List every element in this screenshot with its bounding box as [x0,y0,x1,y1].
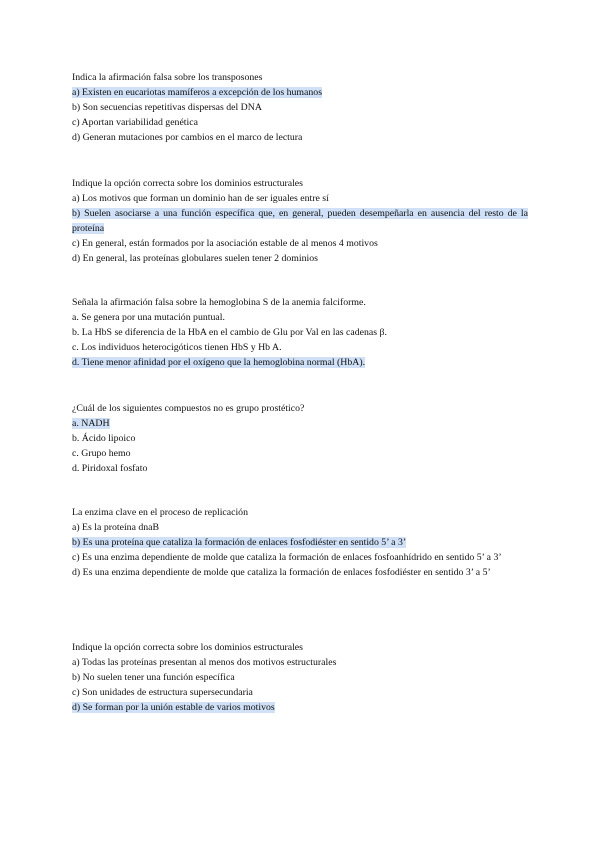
question-5 [72,505,528,580]
question-prompt: La enzima clave en el proceso de replicación [72,507,248,518]
option-a: a. Se genera por una mutación puntual. [72,312,225,323]
question-4 [72,401,528,476]
option-d: d) En general, las proteínas globulares suelen tener 2 dominios [72,253,318,264]
question-prompt: ¿Cuál de los siguientes compuestos no es grupo prostético? [72,403,305,414]
option-c: c) En general, están formados por la asociación estable de al menos 4 motivos [72,238,378,249]
option-c: c. Grupo hemo [72,448,131,459]
question-prompt: Indique la opción correcta sobre los dominios estructurales [72,178,303,189]
question-3 [72,295,528,370]
option-a-highlighted: a) Existen en eucariotas mamíferos a excepción de los humanos [72,87,323,98]
option-b-highlighted: b) Suelen asociarse a una función específica que, en general, pueden desempeñarla en ausencia del resto de la proteína [72,208,528,234]
option-c: c) Son unidades de estructura supersecundaria [72,687,253,698]
option-d: d) Generan mutaciones por cambios en el marco de lectura [72,132,303,143]
option-d: d. Piridoxal fosfato [72,463,148,474]
option-b: b. La HbS se diferencia de la HbA en el cambio de Glu por Val en las cadenas β. [72,327,387,338]
option-c: c. Los individuos heterocigóticos tienen HbS y Hb A. [72,342,282,353]
question-prompt: Indica la afirmación falsa sobre los transposones [72,72,263,83]
question-6 [72,640,528,715]
option-c: c) Es una enzima dependiente de molde que cataliza la formación de enlaces fosfoanhídrido en sentido 5’ a 3’ [72,552,502,563]
option-a-highlighted: a. NADH [72,418,110,429]
option-b: b) Son secuencias repetitivas dispersas del DNA [72,102,262,113]
option-b-highlighted: b) Es una proteína que cataliza la formación de enlaces fosfodiéster en sentido 5’ a 3’ [72,537,407,548]
question-2 [72,176,528,266]
option-a: a) Todas las proteínas presentan al menos dos motivos estructurales [72,657,337,668]
question-prompt: Indique la opción correcta sobre los dominios estructurales [72,642,303,653]
question-prompt: Señala la afirmación falsa sobre la hemoglobina S de la anemia falciforme. [72,297,366,308]
option-d: d) Es una enzima dependiente de molde que cataliza la formación de enlaces fosfodiéster en sentido 3’ a 5’ [72,567,491,578]
option-d-highlighted: d) Se forman por la unión estable de varios motivos [72,702,275,713]
option-a: a) Es la proteína dnaB [72,522,160,533]
option-c: c) Aportan variabilidad genética [72,117,198,128]
option-d-highlighted: d. Tiene menor afinidad por el oxígeno que la hemoglobina normal (HbA). [72,357,366,368]
option-b: b) No suelen tener una función específica [72,672,235,683]
option-b: b. Ácido lipoico [72,433,136,444]
question-1 [72,70,528,145]
option-a: a) Los motivos que forman un dominio han de ser iguales entre sí [72,193,329,204]
